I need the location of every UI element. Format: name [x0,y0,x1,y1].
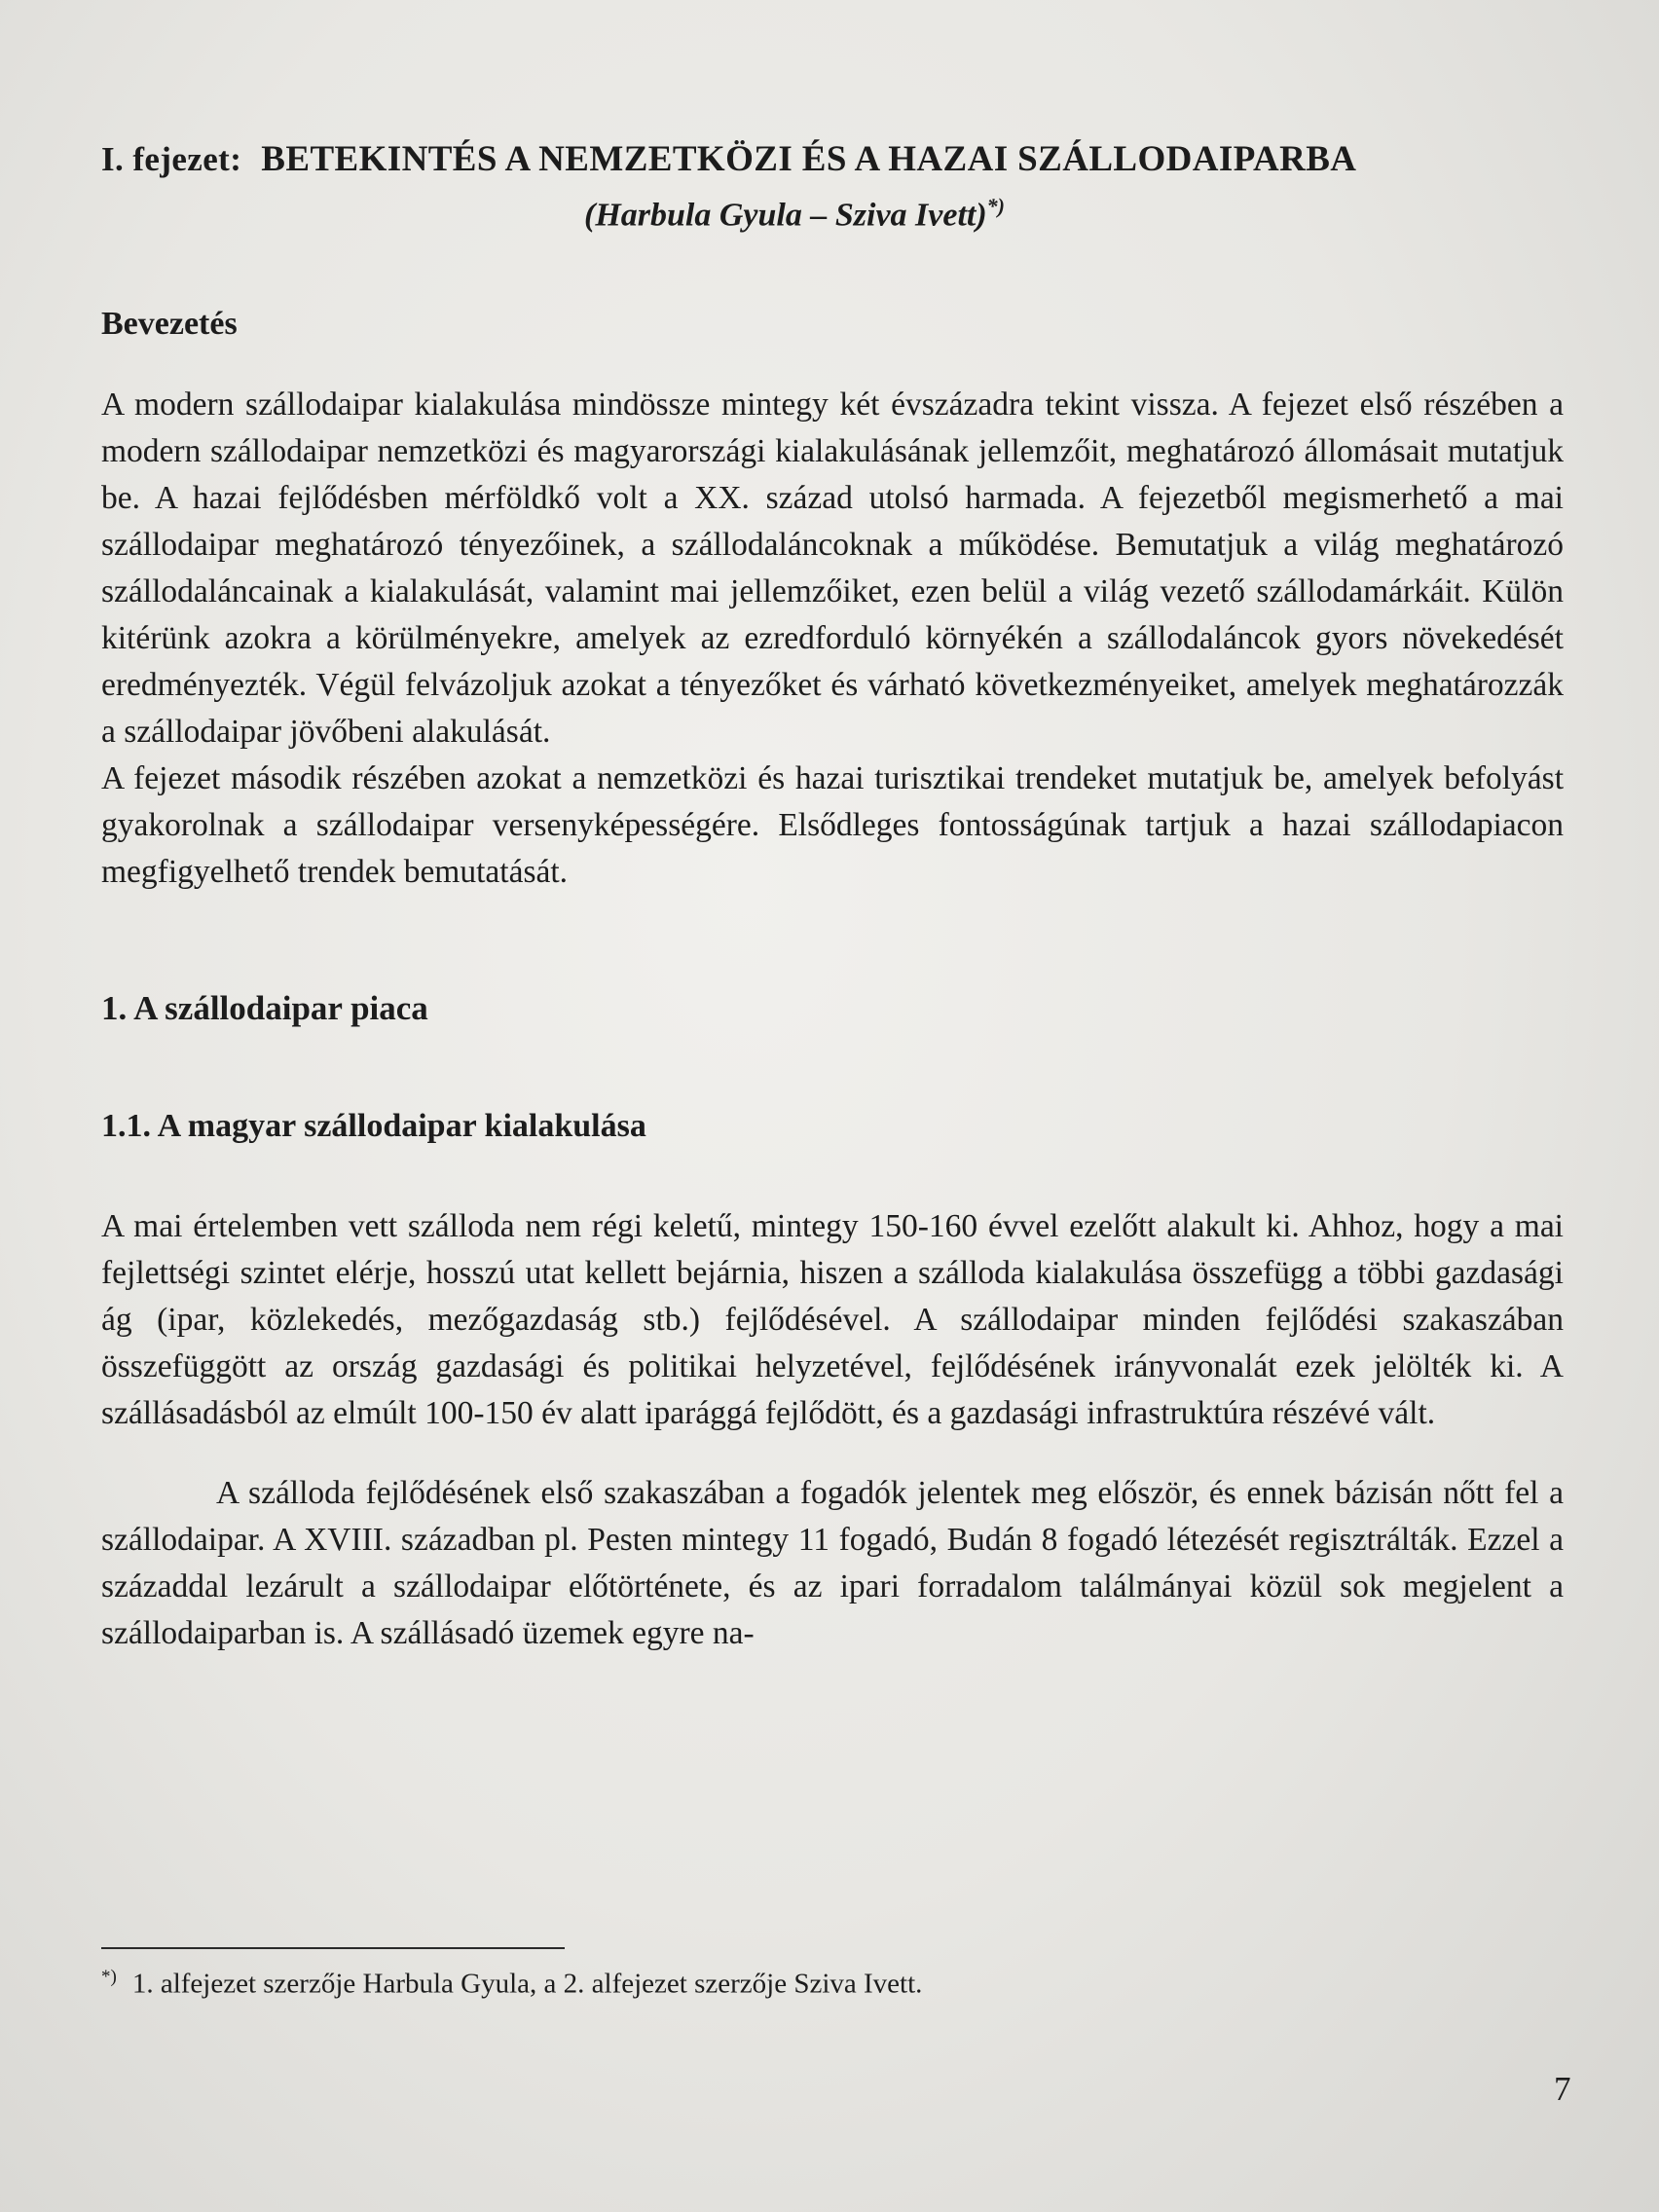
section-1-1-paragraph-1: A mai értelemben vett szálloda nem régi keletű, mintegy 150-160 évvel ezelőtt alakult ki. Ahhoz, hogy a mai fejlettségi szintet elérje, hosszú utat kellett bejárnia, hiszen a szálloda kialakulása összefügg a többi gazdasági ág (ipar, közlekedés, mezőgazdaság stb.) fejlődésével. A szállodaipar minden fejlődési szakaszában összefüggött az ország gazdasági és politikai helyzetével, fejlődésének irányvonalát ezek jelölték ki. A szállásadásból az elmúlt 100-150 év alatt iparággá fejlődött, és a gazdasági infrastruktúra részévé vált. [101,1208,1564,1432]
intro-heading: Bevezetés [101,306,238,343]
footnote-mark: *) [101,1967,117,1987]
intro-paragraph-1: A modern szállodaipar kialakulása mindössze mintegy két évszázadra tekint vissza. A fejezet első részében a modern szállodaipar nemzetközi és magyarországi kialakulásának jellemzőit, meghatározó állomásait mutatjuk be. A hazai fejlődésben mérföldkő volt a XX. század utolsó harmada. A fejezetből megismerhető a mai szállodaipar meghatározó tényezőinek, a szállodaláncoknak a működése. Bemutatjuk a világ meghatározó szállodaláncainak a kialakulását, valamint mai jellemzőiket, ezen belül a világ vezető szállodamárkáit. Külön kitérünk azokra a körülményekre, amelyek az ezredforduló környékén a szállodaláncok gyors növekedését eredményezték. Végül felvázoljuk azokat a tényezőket és várható következményeiket, amelyek meghatározzák a szállodaipar jövőbeni alakulását. [101,387,1564,751]
section-1-1-paragraph-2: A szálloda fejlődésének első szakaszában a fogadók jelentek meg először, és ennek bázisán nőtt fel a szállodaipar. A XVIII. században pl. Pesten mintegy 11 fogadó, Budán 8 fogadó létezését regisztrálták. Ezzel a századdal lezárult a szállodaipar előtörténete, és az ipari forradalom találmányai közül sok megjelent a szállodaiparban is. A szállásadó üzemek egyre na- [101,1475,1564,1652]
chapter-title: BETEKINTÉS A NEMZETKÖZI ÉS A HAZAI SZÁLLODAIPARBA [261,139,1357,179]
chapter-authors [101,194,1564,234]
section-1-1-heading: 1.1. A magyar szállodaipar kialakulása [101,1108,646,1145]
chapter-heading [101,138,1564,180]
page-content [101,117,1564,1657]
authors-footnote-mark: *) [986,194,1005,218]
intro-paragraph-2: A fejezet második részében azokat a nemzetközi és hazai turisztikai trendeket mutatjuk be, amelyek befolyást gyakorolnak a szállodaipar versenyképességére. Elsődleges fontosságúnak tartjuk a hazai szállodapiacon megfigyelhető trendek bemutatását. [101,760,1564,891]
page-number: 7 [1554,2070,1571,2108]
authors-text: (Harbula Gyula – Sziva Ivett) [584,197,987,234]
footnote [101,1967,922,2001]
footnote-divider [101,1947,565,1949]
section-1-heading: 1. A szállodaipar piaca [101,989,428,1028]
footnote-text: 1. alfejezet szerzője Harbula Gyula, a 2. alfejezet szerzője Sziva Ivett. [131,1968,923,2000]
chapter-label: I. fejezet: [101,140,242,178]
